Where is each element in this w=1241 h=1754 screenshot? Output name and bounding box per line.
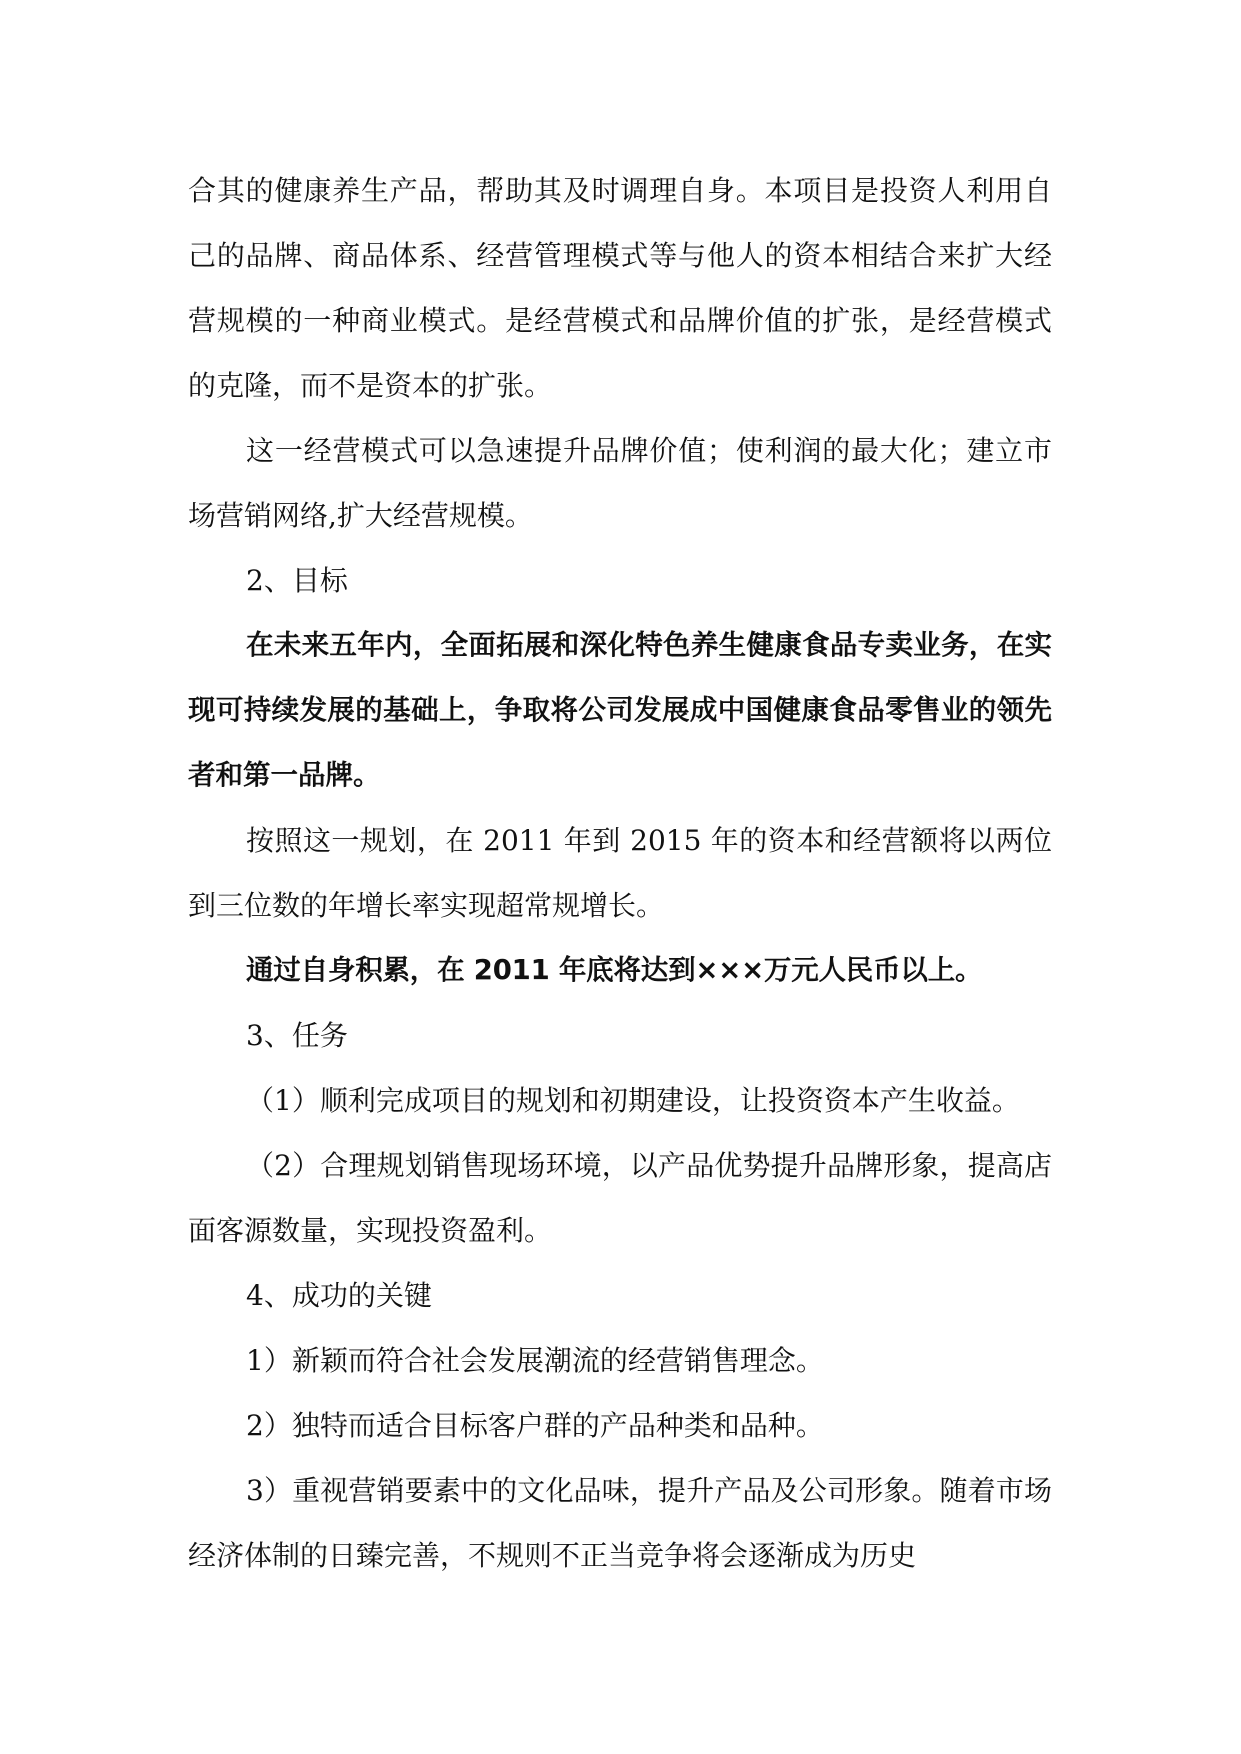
paragraph-2011-target: 通过自身积累，在 2011 年底将达到×××万元人民币以上。 [246, 954, 983, 986]
success-key-1: 1）新颖而符合社会发展潮流的经营销售理念。 [246, 1344, 824, 1377]
task-item-1: （1）顺利完成项目的规划和初期建设，让投资资本产生收益。 [246, 1084, 1020, 1117]
heading-tasks: 3、任务 [246, 1019, 348, 1052]
paragraph-model-benefits: 这一经营模式可以急速提升品牌价值；使利润的最大化；建立市场营销网络,扩大经营规模。 [188, 434, 1052, 532]
paragraph-goal-statement: 在未来五年内，全面拓展和深化特色养生健康食品专卖业务，在实现可持续发展的基础上，争取将公司发展成中国健康食品零售业的领先者和第一品牌。 [188, 629, 1052, 791]
paragraph-growth-plan: 按照这一规划，在 2011 年到 2015 年的资本和经营额将以两位到三位数的年增长率实现超常规增长。 [188, 824, 1052, 922]
heading-success-keys: 4、成功的关键 [246, 1279, 432, 1312]
document-body [188, 158, 1052, 1588]
success-key-2: 2）独特而适合目标客户群的产品种类和品种。 [246, 1409, 824, 1442]
heading-goal: 2、目标 [246, 564, 348, 597]
success-key-3: 3）重视营销要素中的文化品味，提升产品及公司形象。随着市场经济体制的日臻完善，不规则不正当竞争将会逐渐成为历史 [188, 1474, 1052, 1572]
task-item-2: （2）合理规划销售现场环境，以产品优势提升品牌形象，提高店面客源数量，实现投资盈利。 [188, 1149, 1052, 1247]
paragraph-franchise-intro: 合其的健康养生产品，帮助其及时调理自身。本项目是投资人利用自己的品牌、商品体系、经营管理模式等与他人的资本相结合来扩大经营规模的一种商业模式。是经营模式和品牌价值的扩张，是经营模式的克隆，而不是资本的扩张。 [188, 174, 1052, 402]
